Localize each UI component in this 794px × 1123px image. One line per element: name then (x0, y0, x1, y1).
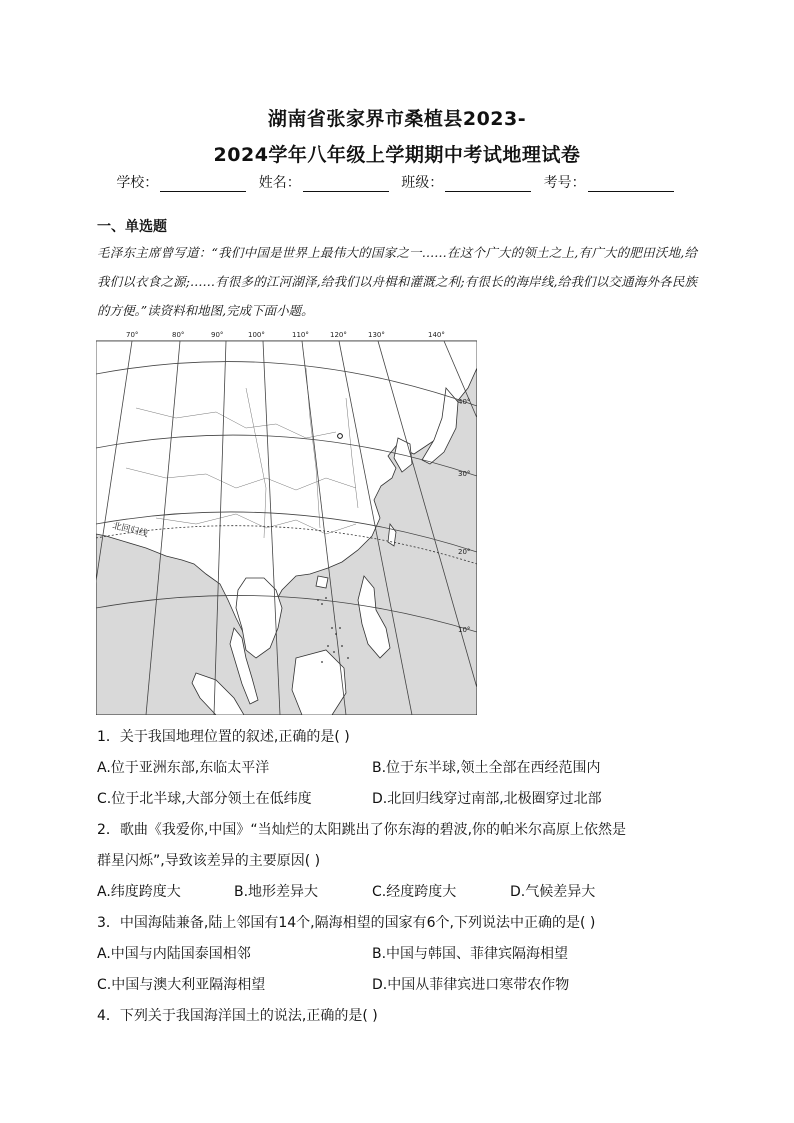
question-1-option-c[interactable]: C.位于北半球,大部分领土在低纬度 (97, 791, 312, 807)
exam-title-line-1: 湖南省张家界市桑植县2023- (267, 108, 527, 130)
question-3-option-b[interactable]: B.中国与韩国、菲律宾隔海相望 (372, 946, 569, 962)
name-field[interactable] (303, 177, 389, 192)
lat-label-10: 10° (458, 626, 471, 634)
question-2-option-d[interactable]: D.气候差异大 (510, 884, 596, 900)
reading-passage: 毛泽东主席曾写道：“我们中国是世界上最伟大的国家之一……在这个广大的领土之上,有广大的肥田沃地,给我们以衣食之源;……有很多的江河湖泽,给我们以舟楫和灌溉之利;有很长的海岸线,给我们以交通海外各民族的方便。”读资料和地图,完成下面小题。 (97, 245, 697, 318)
exam-number-label: 考号： (543, 175, 586, 191)
lon-label-140: 140° (428, 331, 445, 339)
question-1-stem: 1．关于我国地理位置的叙述,正确的是( ) (97, 729, 350, 745)
exam-title-line-2: 2024学年八年级上学期期中考试地理试卷 (213, 144, 581, 166)
question-3-stem: 3．中国海陆兼备,陆上邻国有14个,隔海相望的国家有6个,下列说法中正确的是( ) (97, 915, 596, 931)
lat-label-40: 40° (458, 398, 471, 406)
question-2-option-c[interactable]: C.经度跨度大 (372, 884, 457, 900)
lon-label-120: 120° (330, 331, 347, 339)
lon-label-70: 70° (126, 331, 139, 339)
lon-label-100: 100° (248, 331, 265, 339)
student-info-row (0, 172, 794, 192)
question-3-option-a[interactable]: A.中国与内陆国泰国相邻 (97, 946, 251, 962)
lon-label-110: 110° (292, 331, 309, 339)
class-label: 班级： (401, 175, 444, 191)
question-2-option-b[interactable]: B.地形差异大 (234, 884, 319, 900)
longitude-labels (126, 331, 445, 339)
lon-label-80: 80° (172, 331, 185, 339)
exam-number-field[interactable] (588, 177, 674, 192)
hainan-island (316, 576, 328, 588)
name-label: 姓名： (258, 175, 301, 191)
section-heading: 一、单选题 (97, 219, 167, 235)
class-field[interactable] (445, 177, 531, 192)
east-asia-map (96, 328, 477, 715)
question-3-option-d[interactable]: D.中国从菲律宾进口寒带农作物 (372, 977, 570, 993)
question-2-stem-line-1: 2．歌曲《我爱你,中国》“当灿烂的太阳跳出了你东海的碧波,你的帕米尔高原上依然是 (97, 822, 627, 838)
question-3-option-c[interactable]: C.中国与澳大利亚隔海相望 (97, 977, 266, 993)
school-label: 学校： (116, 175, 159, 191)
school-field[interactable] (160, 177, 246, 192)
question-1-option-d[interactable]: D.北回归线穿过南部,北极圈穿过北部 (372, 791, 602, 807)
question-1-option-a[interactable]: A.位于亚洲东部,东临太平洋 (97, 760, 270, 776)
lon-label-130: 130° (368, 331, 385, 339)
question-2-option-a[interactable]: A.纬度跨度大 (97, 884, 181, 900)
question-2-stem-line-2: 群星闪烁”,导致该差异的主要原因( ) (97, 853, 321, 869)
question-1-option-b[interactable]: B.位于东半球,领土全部在西经范围内 (372, 760, 601, 776)
lat-label-20: 20° (458, 548, 471, 556)
question-4-stem: 4．下列关于我国海洋国土的说法,正确的是( ) (97, 1008, 378, 1024)
lon-label-90: 90° (211, 331, 224, 339)
tropic-label: 北回归线 (111, 521, 149, 540)
lat-label-30: 30° (458, 470, 471, 478)
